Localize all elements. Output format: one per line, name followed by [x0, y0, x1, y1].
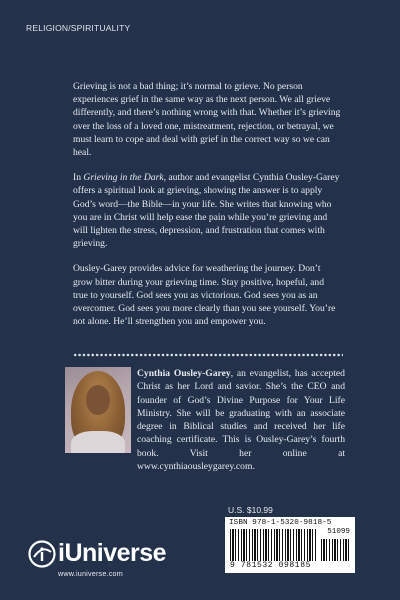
author-photo [65, 367, 131, 453]
barcode-addon-bars [321, 539, 349, 561]
isbn-text: ISBN 978-1-5320-9818-5 [229, 519, 332, 527]
description-paragraph-1: Grieving is not a bad thing; it’s normal to grieve. No person experiences grief in the same way as the next person. We all grieve differently, and there’s nothing wrong with that. Whether it’s grieving over the loss of a loved one, mistreatment, rejection, or betrayal, we must learn to cope and deal with grief in the correct way so we can heal. [73, 81, 341, 159]
publisher-name: iUniverse [58, 539, 167, 567]
category-label: RELIGION/SPIRITUALITY [26, 23, 131, 33]
iuniverse-logo-icon [28, 540, 56, 568]
publisher-url: www.iuniverse.com [58, 569, 123, 578]
book-title: Grieving in the Dark [83, 172, 164, 184]
isbn-barcode [225, 517, 355, 573]
book-description [73, 80, 341, 340]
barcode-bars [230, 529, 316, 561]
dotted-divider [73, 353, 343, 357]
description-paragraph-3: Ousley-Garey provides advice for weathering the journey. Don’t grow bitter during your grieving time. Stay positive, hopeful, and true to yourself. God sees you as victorious. God sees you as an overcomer. God sees you more clearly than you see yourself. You’re not alone. He’ll strengthen you and empower you. [73, 263, 336, 328]
publisher-logo [28, 538, 208, 578]
author-bio: Cynthia Ousley-Garey, an evangelist, has accepted Christ as her Lord and savior. She’s the CEO and founder of God’s Divine Purpose for Your Life Ministry. She will be graduating with an associate degree in Biblical studies and received her life coaching certificate. This is Ousley-Garey’s fourth book. Visit her online at www.cynthiaousleygarey.com. [137, 368, 345, 473]
barcode-digits: 9 781532 098185 [230, 561, 312, 570]
price-label: U.S. $10.99 [228, 505, 273, 515]
description-paragraph-2: In Grieving in the Dark, author and evangelist Cynthia Ousley-Garey offers a spiritual look at grieving, showing the answer is to apply God’s word—the Bible—in your life. She writes that knowing who you are in Christ will help ease the pain while you’re grieving and will lighten the stress, depression, and frustration that comes with grieving. [73, 172, 340, 250]
author-name: Cynthia Ousley-Garey [137, 368, 231, 379]
barcode-addon-number: 51099 [327, 528, 350, 536]
